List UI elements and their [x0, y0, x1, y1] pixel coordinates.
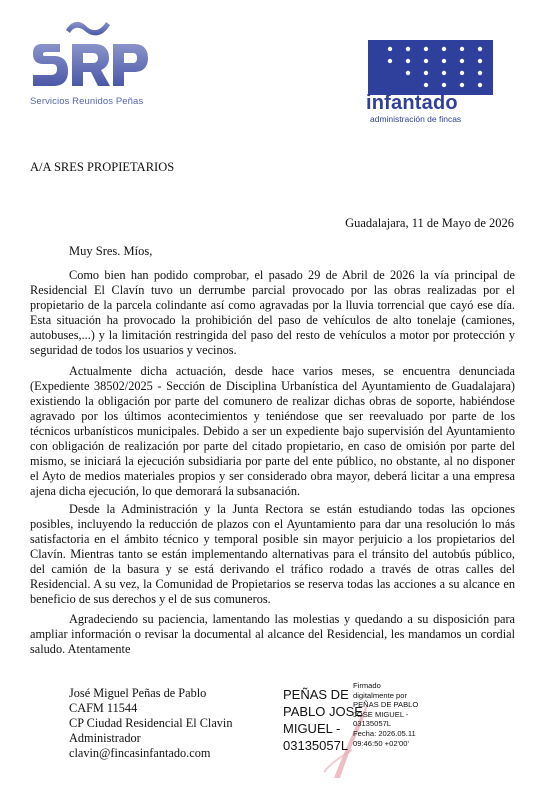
infantado-logo-name: infantado [366, 92, 458, 114]
digital-signature-info-line: JOSE MIGUEL - [353, 709, 409, 719]
digital-signature-info-line: digitalmente por [353, 690, 408, 700]
digital-signature-info-line: 09:46:50 +02'00' [353, 738, 409, 748]
paragraph-3: Desde la Administración y la Junta Rectora se están estudiando todas las opciones posibles, incluyendo la reducción de plazos con el Ayuntamiento para dar una resolución lo más satisfactoria en el ámbito técnico y temporal posible sin mayor perjuicio a los propietarios del Clavín. Mientras tanto se están implementando alternativas para el tránsito del autobús público, del camión de la basura y se está derivando el tráfico rodado a través de otras calles del Residencial. A su vez, la Comunidad de Propietarios se reserva todas las acciones a su alcance en beneficio de sus derechos y el de sus comuneros. [30, 502, 515, 606]
digital-signature-name-line: PABLO JOSE [283, 704, 363, 719]
paragraph-4: Agradeciendo su paciencia, lamentando las molestias y quedando a su disposición para ampliar información o revisar la documental al alcance del Residencial, les mandamos un cordial saludo. Atentamente [30, 612, 515, 656]
signer-license: CAFM 11544 [69, 701, 138, 715]
digital-signature-info-line: PEÑAS DE PABLO [353, 700, 419, 710]
digital-signature-name-line: MIGUEL - [283, 721, 341, 736]
digital-signature-name [283, 686, 363, 754]
signature-block [69, 686, 233, 761]
recipient-line: A/A SRES PROPIETARIOS [30, 160, 175, 174]
infantado-dot-grid [368, 40, 493, 95]
digital-signature-info [353, 681, 418, 748]
digital-signature-info-line: 03135057L [353, 719, 392, 729]
digital-signature-name-line: PEÑAS DE [283, 687, 349, 702]
signer-email[interactable]: clavin@fincasinfantado.com [69, 746, 211, 760]
signer-name: José Miguel Peñas de Pablo [69, 686, 207, 700]
infantado-logo [363, 38, 493, 124]
signer-role: Administrador [69, 731, 141, 745]
paragraph-1: Como bien han podido comprobar, el pasado 29 de Abril de 2026 la vía principal de Residencial El Clavín tuvo un derrumbe parcial provocado por las obras realizadas por el propietario de la parcela colindante así como agravadas por la lluvia torrencial que cayó ese día. Esta situación ha provocado la prohibición del paso de vehículos de alto tonelaje (camiones, autobuses,...) y la limitación restringida del paso del resto de vehículos a motor por protección y seguridad de todos los usuarios y vecinos. [30, 268, 515, 357]
infantado-logo-subtitle: administración de fincas [370, 114, 462, 124]
srp-logo [30, 18, 170, 110]
digital-signature-info-line: Firmado [353, 681, 381, 690]
signer-organization: CP Ciudad Residencial El Clavin [69, 716, 233, 730]
srp-logo-mark [30, 18, 150, 94]
digital-signature-name-line: 03135057L [283, 738, 349, 753]
greeting: Muy Sres. Míos, [69, 244, 153, 258]
paragraph-2: Actualmente dicha actuación, desde hace varios meses, se encuentra denunciada (Expediente 38502/2025 - Sección de Disciplina Urbanística del Ayuntamiento de Guadalajara) existiendo la obligación por parte del comunero de realizar dichas obras de soporte, habiéndose agravado por los últimos acontecimientos y teniéndose que ser reevaluado por parte de los técnicos urbanísticos municipales. Debido a ser un expediente bajo supervisión del Ayuntamiento con obligación de realización por parte del citado propietario, en caso de omisión por parte del mismo, se iniciará la ejecución subsidiaria por parte del ente público, no obstante, al no disponer el Ayto de medios materiales propios y ser considerado obra mayor, deberá licitar a una empresa ajena dicha ejecución, lo que demorará la subsanación. [30, 364, 515, 498]
date-line: Guadalajara, 11 de Mayo de 2026 [345, 216, 514, 230]
digital-signature-info-line: Fecha: 2026.05.11 [353, 728, 416, 738]
srp-logo-caption: Servicios Reunidos Peñas [30, 96, 144, 107]
